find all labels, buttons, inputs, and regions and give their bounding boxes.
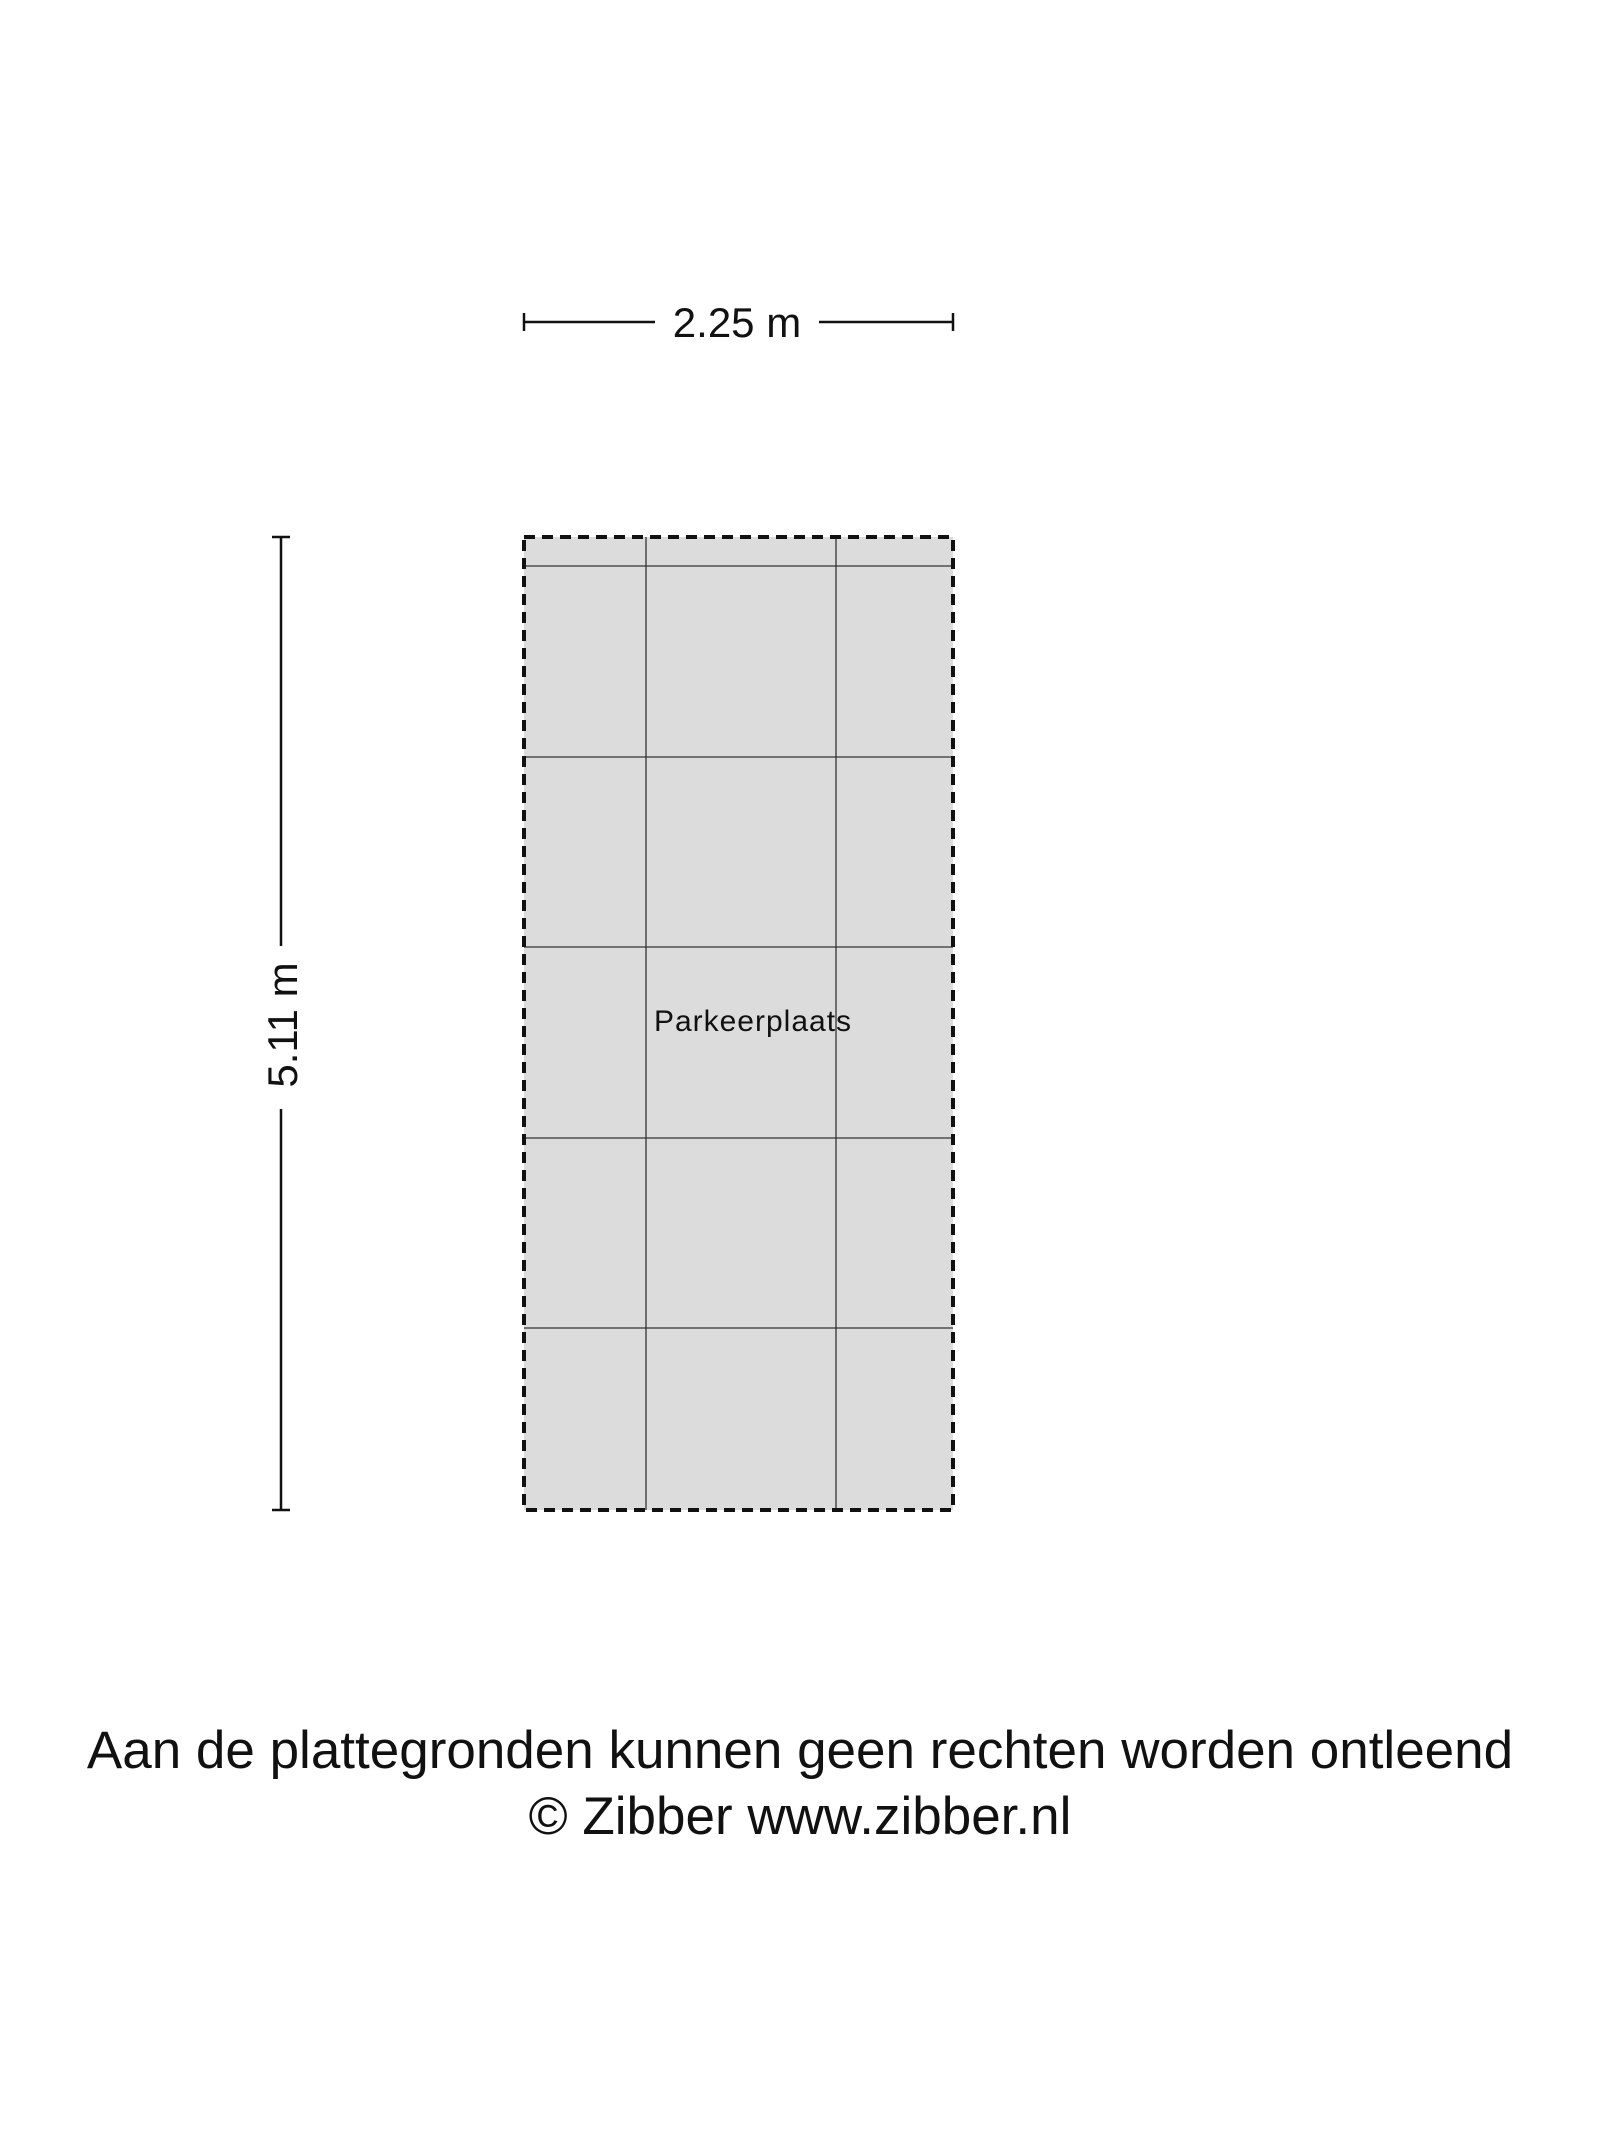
room-label: Parkeerplaats bbox=[653, 1005, 853, 1038]
footer bbox=[0, 1718, 1600, 1850]
width-dimension-label: 2.25 m bbox=[672, 299, 802, 346]
disclaimer-text: Aan de plattegronden kunnen geen rechten worden ontleend bbox=[86, 1721, 1514, 1780]
height-dimension-label: 5.11 m bbox=[259, 962, 306, 1088]
copyright-text: © Zibber www.zibber.nl bbox=[528, 1787, 1072, 1846]
